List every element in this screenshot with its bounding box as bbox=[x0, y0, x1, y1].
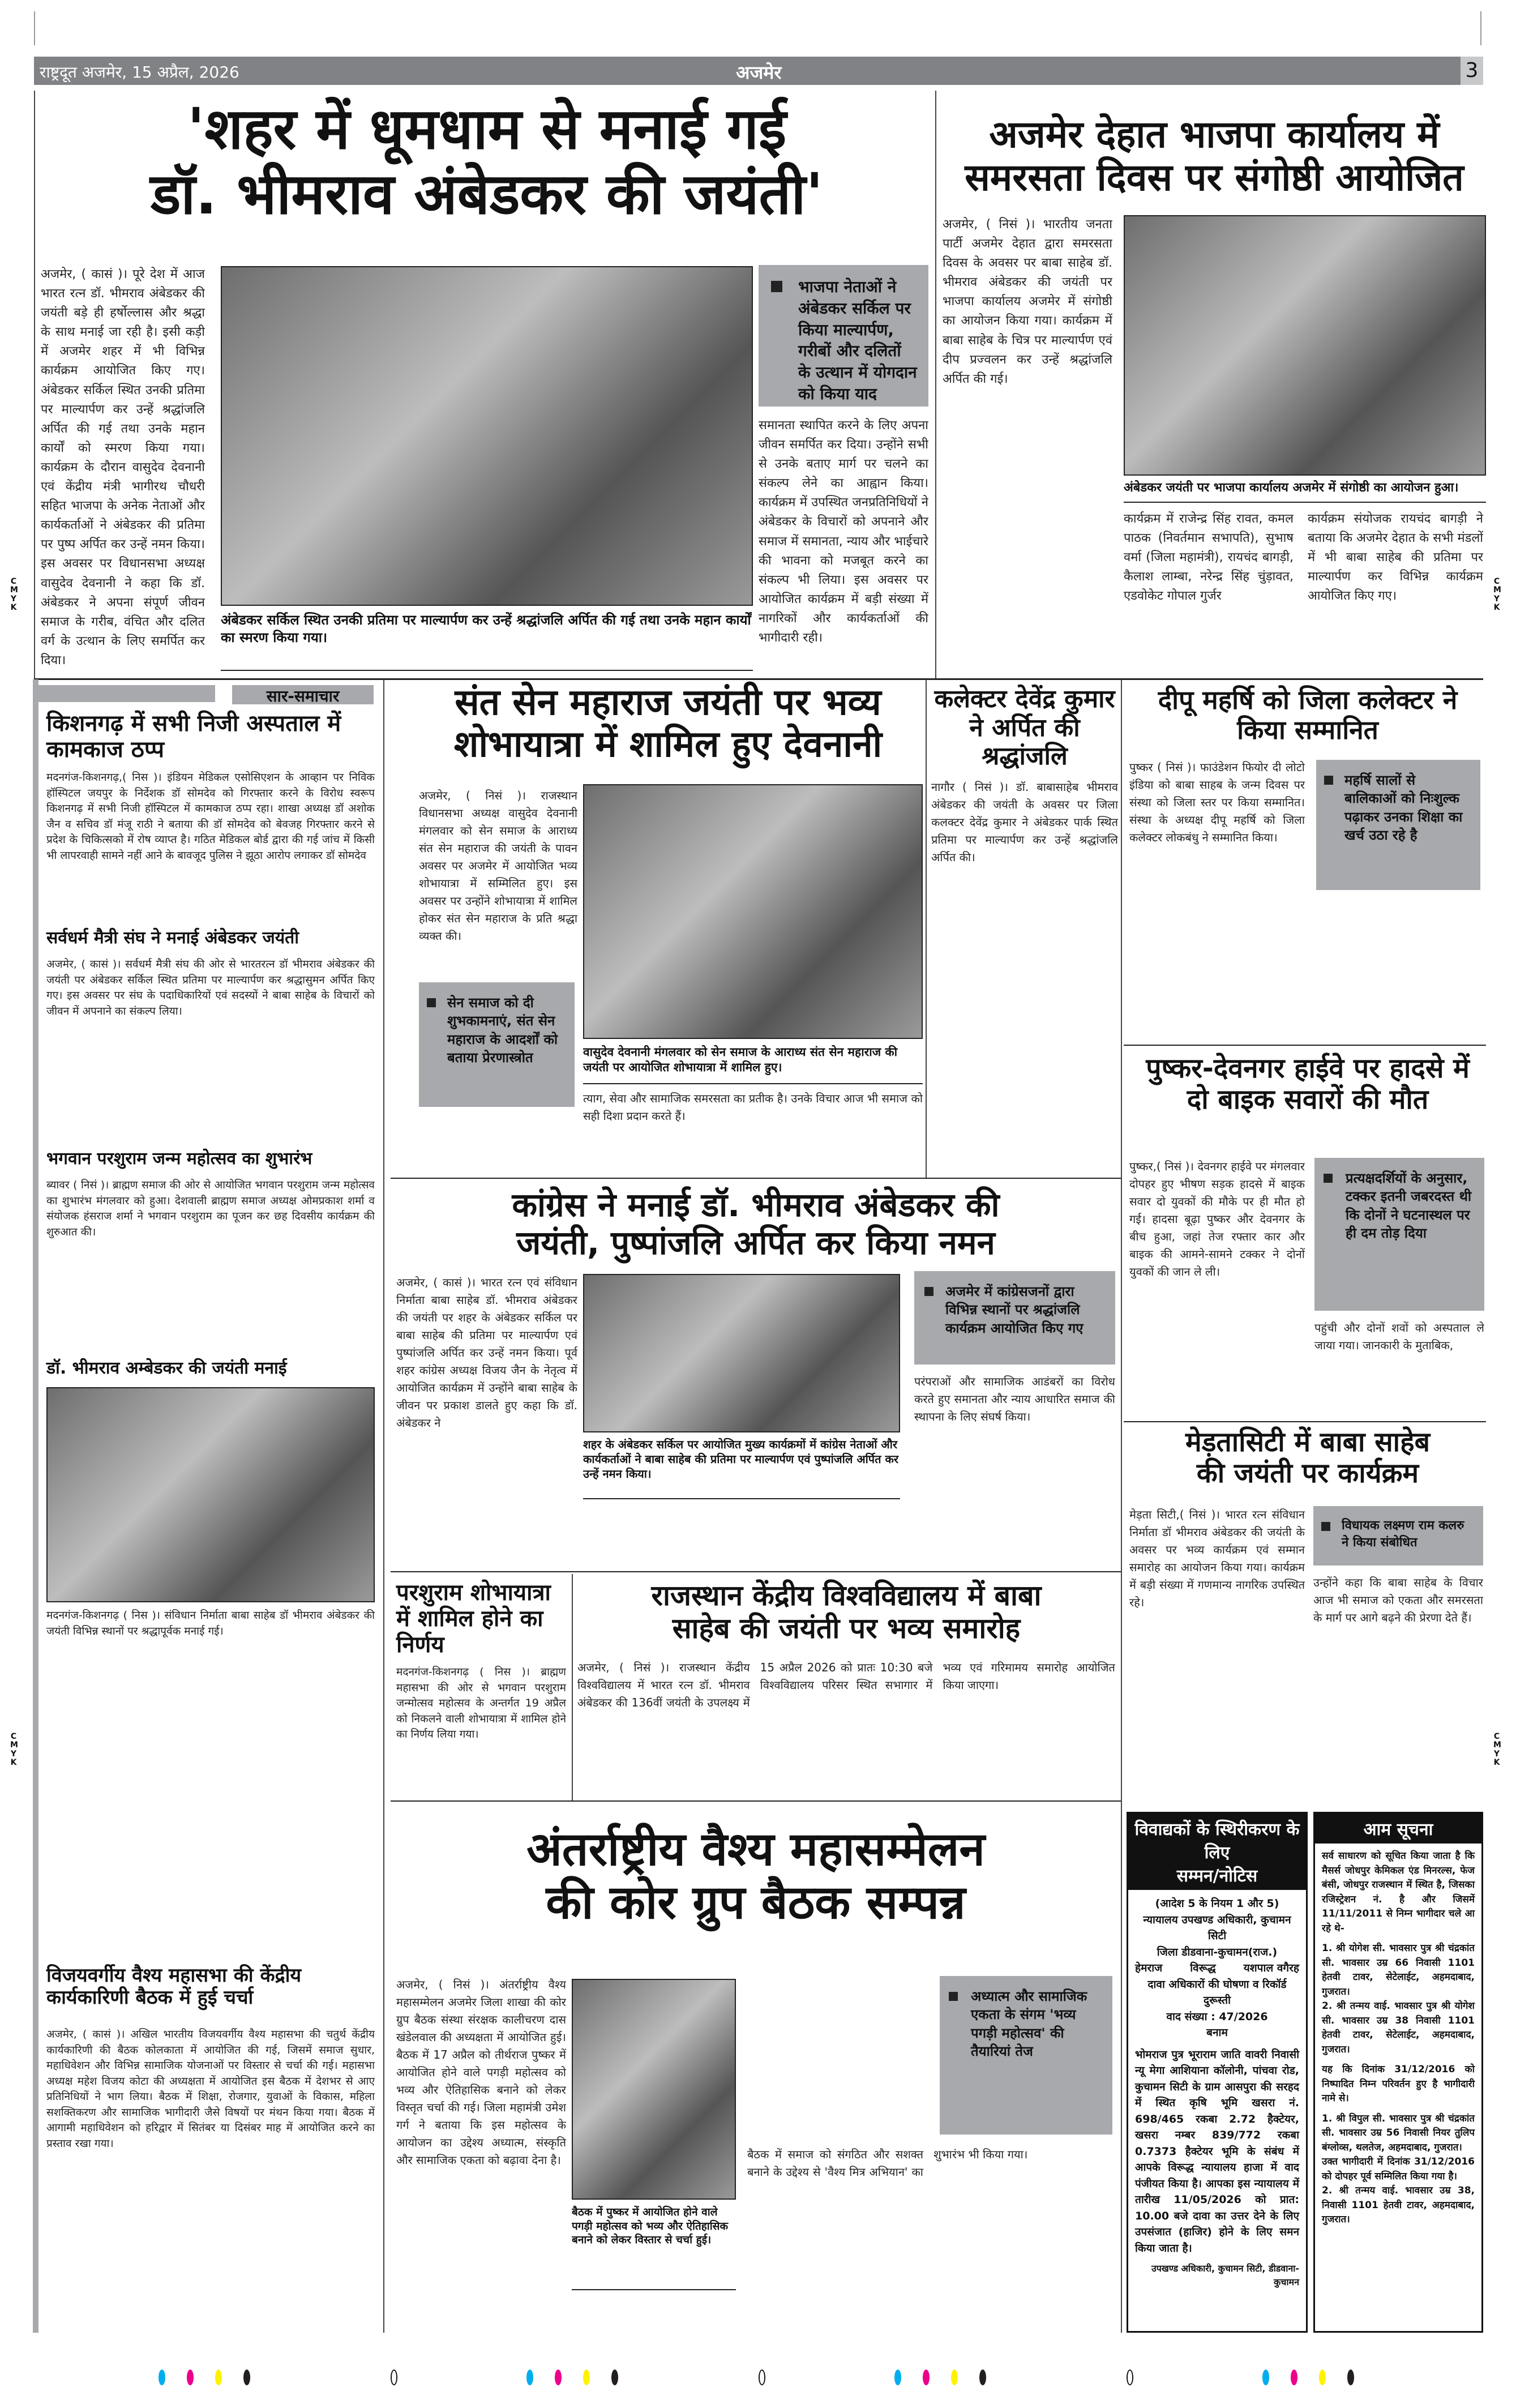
congress-headline bbox=[396, 1186, 1115, 1261]
santsen-headline-line2: शोभायात्रा में शामिल हुए देवनानी bbox=[453, 723, 883, 765]
univ-body: अजमेर, ( निसं )। राजस्थान केंद्रीय विश्वविद्यालय में भारत रत्न डॉ. भीमराव अंबेडकर की 136वीं जयंती के उपलक्ष्य में 15 अप्रैल 2026 को प्रातः 10:30 बजे विश्वविद्यालय परिसर स्थित सभागार में भव्य एवं गरिमामय समारोह आयोजित किया जाएगा। bbox=[577, 1661, 1115, 1709]
lead-body: अजमेर, ( कासं )। पूरे देश में आज भारत रत्न डॉ. भीमराव अंबेडकर की जयंती बड़े ही हर्षोल्लास और श्रद्धा के साथ मनाई जा रही है। इसी कड़ी में अजमेर शहर में भी विभिन्न कार्यक्रम आयोजित किए गए। अंबेडकर सर्किल स्थित उनकी प्रतिमा पर माल्यार्पण कर उन्हें श्रद्धांजलि अर्पित की गई तथा उनके महान कार्यों को स्मरण किया गया। कार्यक्रम के दौरान वासुदेव देवनानी एवं केंद्रीय मंत्री भागीरथ चौधरी सहित भाजपा के अनेक नेताओं और कार्यकर्ताओं ने अंबेडकर की प्रतिमा पर पुष्प अर्पित कर उन्हें नमन किया। इस अवसर पर विधानसभा अध्यक्ष वासुदेव देवनानी ने कहा कि डॉ. अंबेडकर ने अपना संपूर्ण जीवन समाज के गरीब, वंचित और दलित वर्ग के उत्थान के लिए समर्पित कर दिया। bbox=[41, 267, 205, 668]
bullet-square-icon bbox=[1324, 1174, 1333, 1183]
cmyk-registration-dot bbox=[923, 2369, 930, 2385]
madanganj-headline: डॉ. भीमराव अम्बेडकर की जयंती मनाई bbox=[46, 1358, 287, 1378]
accident-headline-line1: पुष्कर-देवनगर हाईवे पर हादसे में bbox=[1146, 1053, 1470, 1084]
registration-crosshair-icon bbox=[759, 2369, 765, 2385]
vijayvargiya-body: अजमेर, ( कासं )। अखिल भारतीय विजयवर्गीय वैश्य महासभा की चतुर्थ केंद्रीय कार्यकारिणी की बैठक कोलकाता में आयोजित की गई, जिसमें समाज सुधार, महाधिवेशन और विभिन्न सामाजिक योजनाओं पर विस्तार से चर्चा की गई। महासभा अध्यक्ष महेश विजय कोटा की अध्यक्षता में आयोजित इस बैठक में देशभर से आए प्रतिनिधियों ने भाग लिया। बैठक में शिक्षा, रोजगार, युवाओं के विकास, महिला सशक्तिकरण और सामाजिक भागीदारी जैसे विषयों पर मंथन किया गया। बैठक में आगामी महाधिवेशन को हरिद्वार में सितंबर या दिसंबर माह में आयोजित करने का प्रस्ताव रखा गया। bbox=[46, 2028, 375, 2150]
merta-body-2: उन्होंने कहा कि बाबा साहेब के विचार आज भी समाज को एकता और समरसता के मार्ग पर आगे बढ़ने की प्रेरणा देते हैं। bbox=[1313, 1576, 1483, 1624]
dehat-photo bbox=[1124, 215, 1486, 476]
accident-headline bbox=[1129, 1053, 1486, 1115]
lead-headline bbox=[40, 96, 934, 226]
lead-headline-line1: 'शहर में धूमधाम से मनाई गई bbox=[187, 96, 787, 162]
santsen-headline-line1: संत सेन महाराज जयंती पर भव्य bbox=[455, 682, 881, 724]
summons-court: न्यायालय उपखण्ड अधिकारी, कुचामन सिटी bbox=[1143, 1913, 1291, 1942]
cmyk-registration-dot bbox=[526, 2369, 533, 2385]
parshuram-headline: भगवान परशुराम जन्म महोत्सव का शुभारंभ bbox=[46, 1149, 312, 1169]
cmyk-registration-dot bbox=[215, 2369, 222, 2385]
brief-label-bar bbox=[34, 685, 215, 702]
public-notice-partners-after bbox=[1315, 2112, 1481, 2233]
divider bbox=[391, 1800, 1121, 1802]
summons-title-line1: विवाद्यकों के स्थिरीकरण के लिए bbox=[1134, 1820, 1300, 1863]
lead-body-2: समानता स्थापित करने के लिए अपना जीवन समर्पित कर दिया। उन्होंने सभी से उनके बताए मार्ग पर चलने का संकल्प लेने का आह्वान किया। कार्यक्रम में उपस्थित जनप्रतिनिधियों ने अंबेडकर के विचारों को अपनाने और समाज में समानता, न्याय और भाईचारे की भावना को मजबूत करने का संकल्प भी लिया। इस अवसर पर आयोजित कार्यक्रम में बड़ी संख्या में नागरिकों और कार्यकर्ताओं की भागीदारी रही। bbox=[759, 418, 928, 645]
vaishya-body-2: बैठक में समाज को संगठित और सशक्त बनाने के उद्देश्य से 'वैश्य मित्र अभियान' का शुभारंभ भी किया गया। bbox=[747, 2148, 1028, 2179]
registration-crosshair-icon bbox=[1127, 2369, 1133, 2385]
summons-text: भोमराज पुत्र भूराराम जाति वावरी निवासी न्यू मेगा आशियाना कॉलोनी, पांचवा रोड, कुचामन सिटी के ग्राम आसपुरा की सरहद में स्थित कृषि भूमि खसरा नं. 698/465 रकबा 2.72 हैक्टेयर, खसरा नम्बर 839/772 रकबा 0.7373 हैक्टेयर भूमि के संबंध में आपके विरूद्ध न्यायालय हाजा में वाद पंजीयत किया है। आपका इस न्यायालय में तारीख 11/05/2026 को प्रात: 10.00 बजे दावा का उत्तर देने के लिए उपसंजात (हाजिर) होने के लिए समन किया जाता है। bbox=[1135, 2048, 1299, 2255]
univ-headline bbox=[577, 1580, 1115, 1645]
summons-title-line2: सम्मन/नोटिस bbox=[1176, 1866, 1258, 1886]
registration-crosshair-icon bbox=[391, 2369, 397, 2385]
public-notice bbox=[1313, 1812, 1483, 2333]
summons-district: जिला डीडवाना-कुचामन(राज.) bbox=[1157, 1945, 1278, 1958]
collector-body: नागौर ( निसं )। डॉ. बाबासाहेब भीमराव अंबेडकर की जयंती के अवसर पर जिला कलक्टर देवेंद्र कुमार ने अंबेडकर पार्क स्थित प्रतिमा पर माल्यार्पण कर उन्हें श्रद्धांजलि अर्पित की। bbox=[931, 780, 1118, 864]
cmyk-registration-dot bbox=[979, 2369, 986, 2385]
bullet-square-icon bbox=[1324, 776, 1333, 785]
vaishya-highlight-box bbox=[940, 1976, 1112, 2135]
bullet-square-icon bbox=[427, 998, 436, 1007]
congress-photo-caption: शहर के अंबेडकर सर्किल पर आयोजित मुख्य कार्यक्रमों में कांग्रेस नेताओं और कार्यकर्ताओं ने बाबा साहेब की प्रतिमा पर माल्यार्पण एवं पुष्पांजलि अर्पित कर उन्हें नमन किया। bbox=[583, 1437, 900, 1499]
deepu-highlight-box bbox=[1316, 760, 1480, 890]
public-notice-title: आम सूचना bbox=[1315, 1814, 1481, 1844]
crop-mark-right bbox=[1480, 11, 1481, 45]
cmyk-marker-right-top: C M Y K bbox=[1493, 577, 1501, 613]
cmyk-registration-dot bbox=[951, 2369, 958, 2385]
congress-photo bbox=[583, 1274, 900, 1432]
santsen-headline bbox=[419, 682, 917, 765]
cmyk-registration-dot bbox=[187, 2369, 194, 2385]
cmyk-registration-dot bbox=[1347, 2369, 1354, 2385]
summons-plaintiff: हेमराज bbox=[1135, 1962, 1163, 1974]
univ-headline-line2: साहेब की जयंती पर भव्य समारोह bbox=[672, 1611, 1021, 1645]
cmyk-registration-dot bbox=[243, 2369, 250, 2385]
sarvdharm-headline: सर्वधर्म मैत्री संघ ने मनाई अंबेडकर जयंती bbox=[46, 928, 299, 948]
deepu-body: पुष्कर ( निसं )। फाउंडेशन फियोर दी लोटो इंडिया को बाबा साहब के जन्म दिवस पर संस्था को जिला स्तर पर किया सम्मानित। संस्था के अध्यक्ष दीपू महर्षि को जिला कलेक्टर लोकबंधु ने सम्मानित किया। bbox=[1129, 760, 1305, 844]
divider bbox=[1124, 1045, 1486, 1046]
santsen-photo-caption: वासुदेव देवनानी मंगलवार को सेन समाज के आराध्य संत सेन महाराज की जयंती पर आयोजित शोभायात्रा में शामिल हुए। bbox=[583, 1045, 923, 1084]
madanganj-body: मदनगंज-किशनगढ़ ( निस )। संविधान निर्माता बाबा साहेब डॉ भीमराव अंबेडकर की जयंती विभिन्न स्थानों पर श्रद्धापूर्वक मनाई गई। bbox=[46, 1609, 375, 1637]
divider bbox=[391, 1571, 1121, 1572]
partner-item: 2. श्री तन्मय वाई. भावसार पुत्र श्री योगेश सी. भावसार उम्र 38 निवासी 1101 हेतवी टावर, सेटेलाईट, अहमदाबाद, गुजरात। bbox=[1322, 2000, 1475, 2055]
column-rule bbox=[935, 91, 936, 679]
lead-headline-line2: डॉ. भीमराव अंबेडकर की जयंती' bbox=[150, 161, 824, 227]
divider bbox=[391, 1178, 1121, 1179]
parshuram-body: ब्यावर ( निसं )। ब्राह्मण समाज की ओर से आयोजित भगवान परशुराम जन्म महोत्सव का शुभारंभ मंगलवार को हुआ। देशवाली ब्राह्मण समाज अध्यक्ष ओमप्रकाश शर्मा व संयोजक हंसराज शर्मा ने भगवान परशुराम का पूजन कर छह दिवसीय कार्यक्रम की शुरुआत की। bbox=[46, 1179, 375, 1238]
lead-highlight-box bbox=[759, 265, 928, 407]
crop-mark-left bbox=[34, 11, 35, 45]
kishangarh-body: मदनगंज-किशनगढ़,( निस )। इंडियन मेडिकल एसोसिएशन के आव्हान पर निविक हॉस्पिटल जयपुर के निर्देशक डॉ सोमदेव को गिरफ्तार करने के विरोध स्वरूप किशनगढ़ में सभी निजी हॉस्पिटल में कामकाज ठप्प रहा। शाखा अध्यक्ष डॉ अशोक जैन व सचिव डॉ मंजू राठी ने बताया की डॉ सोमदेव को बेवजह गिरफ्तार करने से प्रदेश के चिकित्सको में रोष व्याप्त है। गठित मेडिकल बोर्ड द्वारा की गई जांच में किसी भी लापरवाही सामने नहीं आने के बावजूद पुलिस ने झूठा आरोप लगाकर डॉ सोमदेव bbox=[46, 771, 375, 862]
vaishya-headline-line2: की कोर ग्रुप बैठक सम्पन्न bbox=[546, 1876, 966, 1930]
public-notice-intro: सर्व साधारण को सूचित किया जाता है कि मैसर्स जोधपुर केमिकल एंड मिनरल्स, फेज बंसी, जोधपुर राजस्थान में स्थित है, जिसका रजिस्ट्रेशन नं. है और जिसमें 11/11/2011 से निम्न भागीदार चले आ रहे थे- bbox=[1322, 1850, 1475, 1934]
santsen-body-2: त्याग, सेवा और सामाजिक समरसता का प्रतीक है। उनके विचार आज भी समाज को सही दिशा प्रदान करते हैं। bbox=[583, 1092, 923, 1123]
public-notice-change: यह कि दिनांक 31/12/2016 को निष्पादित निम्न परिवर्तन हुए है भागीदारी नामे से। bbox=[1322, 2064, 1475, 2104]
summons-title bbox=[1128, 1814, 1306, 1890]
merta-headline-line1: मेड़तासिटी में बाबा साहेब bbox=[1185, 1426, 1430, 1458]
brief-column-bar bbox=[33, 679, 38, 2333]
congress-headline-line2: जयंती, पुष्पांजलि अर्पित कर किया नमन bbox=[516, 1223, 995, 1262]
bullet-square-icon bbox=[924, 1287, 933, 1296]
bullet-square-icon bbox=[949, 1992, 958, 2001]
summons-banam: बनाम bbox=[1206, 2026, 1228, 2039]
vaishya-photo-caption: बैठक में पुष्कर में आयोजित होने वाले पगड़ी महोत्सव को भव्य और ऐतिहासिक बनाने को लेकर विस्तार से चर्चा हुई। bbox=[572, 2205, 736, 2290]
summons-header bbox=[1128, 1890, 1306, 2047]
summons-order: (आदेश 5 के नियम 1 और 5) bbox=[1155, 1897, 1279, 1910]
vaishya-photo bbox=[572, 1979, 736, 2200]
cmyk-registration-dot bbox=[894, 2369, 901, 2385]
sarvdharm-body: अजमेर, ( कासं )। सर्वधर्म मैत्री संघ की ओर से भारतरत्न डॉ भीमराव अंबेडकर की जयंती पर अंबेडकर सर्किल स्थित प्रतिमा पर माल्यार्पण कर श्रद्धासुमन अर्पित किए गए। इस अवसर पर संघ के पदाधिकारियों एवं सदस्यों ने बाबा साहेब के विचारों को जीवन में अपनाने का संकल्प लिया। bbox=[46, 958, 375, 1017]
summons-parties bbox=[1135, 1960, 1299, 1977]
vaishya-headline bbox=[396, 1823, 1115, 1930]
summons-case-no: वाद संख्या : 47/2026 bbox=[1166, 2010, 1268, 2023]
congress-headline-line1: कांग्रेस ने मनाई डॉ. भीमराव अंबेडकर की bbox=[512, 1186, 1000, 1224]
partner-item: 1. श्री विपुल सी. भावसार पुत्र श्री चंद्रकांत सी. भावसार उम्र 56 निवासी नियर तुलिप बंग्लोव्स, थलतेज, अहमदाबाद, गुजरात। bbox=[1322, 2112, 1475, 2153]
vaishya-body: अजमेर, ( निसं )। अंतर्राष्ट्रीय वैश्य महासम्मेलन अजमेर जिला शाखा की कोर ग्रुप बैठक संस्था संरक्षक कालीचरण दास खंडेलवाल की अध्यक्षता में आयोजित हुई। बैठक में 17 अप्रैल को तीर्थराज पुष्कर में आयोजित होने वाले पगड़ी महोत्सव को भव्य और ऐतिहासिक बनाने को लेकर विस्तृत चर्चा की गई। जिला महामंत्री उमेश गर्ग ने बताया कि इस महोत्सव के आयोजन का उद्देश्य अध्यात्म, संस्कृति और सामाजिक एकता को बढ़ावा देना है। bbox=[396, 1978, 566, 2167]
deepu-highlight-text: महर्षि सालों से बालिकाओं को निःशुल्क पढ़ाकर उनका शिक्षा का खर्च उठा रहे है bbox=[1344, 772, 1463, 844]
cmyk-registration-dot bbox=[611, 2369, 618, 2385]
partner-item: 2. श्री तन्मय वाई. भावसार उम्र 38, निवासी 1101 हेतवी टावर, अहमदाबाद, गुजरात। bbox=[1322, 2185, 1475, 2225]
partner-item: उक्त भागीदारी में दिनांक 31/12/2016 को दोपहर पूर्व सम्मिलित किया गया है। bbox=[1322, 2156, 1475, 2182]
summons-subject: दावा अधिकारों की घोषणा व रिकॉर्ड दुरूस्ती bbox=[1147, 1978, 1287, 2007]
univ-headline-line1: राजस्थान केंद्रीय विश्वविद्यालय में बाबा bbox=[651, 1579, 1042, 1612]
dehat-headline bbox=[943, 113, 1486, 199]
masthead-bar bbox=[34, 57, 1461, 85]
public-notice-partners-before bbox=[1315, 1941, 1481, 2063]
cmyk-registration-dot bbox=[555, 2369, 562, 2385]
cmyk-registration-dot bbox=[159, 2369, 165, 2385]
congress-highlight-text: अजमेर में कांग्रेसजनों द्वारा विभिन्न स्थानों पर श्रद्धांजलि कार्यक्रम आयोजित किए गए bbox=[945, 1284, 1084, 1336]
shobhayatra-headline: परशुराम शोभायात्रा में शामिल होने का निर्णय bbox=[396, 1580, 551, 1658]
madanganj-photo bbox=[46, 1387, 375, 1602]
santsen-highlight-box bbox=[419, 982, 575, 1107]
cmyk-marker-left-bottom: C M Y K bbox=[10, 1732, 18, 1768]
merta-highlight-text: विधायक लक्ष्मण राम कलरु ने किया संबोधित bbox=[1342, 1519, 1464, 1550]
masthead-section: अजमेर bbox=[736, 62, 782, 83]
santsen-photo bbox=[583, 784, 923, 1039]
accident-body-2: पहुंची और दोनों शवों को अस्पताल ले जाया गया। जानकारी के मुताबिक, bbox=[1314, 1321, 1484, 1352]
accident-highlight-text: प्रत्यक्षदर्शियों के अनुसार, टक्कर इतनी जबरदस्त थी कि दोनों ने घटनास्थल पर ही दम तोड़ दिया bbox=[1346, 1170, 1472, 1242]
vaishya-headline-line1: अंतर्राष्ट्रीय वैश्य महासम्मेलन bbox=[526, 1823, 985, 1876]
congress-body: अजमेर, ( कासं )। भारत रत्न एवं संविधान निर्माता बाबा साहेब डॉ. भीमराव अंबेडकर की जयंती पर शहर के अंबेडकर सर्किल पर बाबा साहेब की प्रतिमा पर माल्यार्पण एवं पुष्पांजलि अर्पित कर उन्हें नमन किया। पूर्व शहर कांग्रेस अध्यक्ष विजय जैन के नेतृत्व में आयोजित कार्यक्रम में उन्होंने बाबा साहेब के जीवन पर प्रकाश डालते हुए कहा कि डॉ. अंबेडकर ने bbox=[396, 1276, 577, 1430]
vaishya-highlight-text: अध्यात्म और सामाजिक एकता के संगम 'भव्य पगड़ी महोत्सव' की तैयारियां तेज bbox=[971, 1988, 1087, 2060]
bullet-square-icon bbox=[1321, 1522, 1330, 1531]
dehat-headline-line2: समरसता दिवस पर संगोष्ठी आयोजित bbox=[965, 155, 1464, 199]
cmyk-registration-dot bbox=[1319, 2369, 1326, 2385]
summons-notice bbox=[1127, 1812, 1308, 2333]
cmyk-marker-right-bottom: C M Y K bbox=[1493, 1732, 1501, 1768]
santsen-body: अजमेर, ( निसं )। राजस्थान विधानसभा अध्यक्ष वासुदेव देवनानी मंगलवार को सेन समाज के आराध्य संत सेन महाराज की जयंती के पावन अवसर पर अजमेर में आयोजित भव्य शोभायात्रा में सम्मिलित हुए। इस अवसर पर उन्होंने शोभायात्रा में शामिल होकर संत सेन महाराज के प्रति श्रद्धा व्यक्त की। bbox=[419, 789, 577, 943]
bullet-square-icon bbox=[771, 281, 782, 292]
divider bbox=[1124, 1421, 1486, 1422]
brief-section-label: सार-समाचार bbox=[232, 685, 374, 704]
partner-item: 1. श्री योगेश सी. भावसार पुत्र श्री चंद्रकांत सी. भावसार उम्र 66 निवासी 1101 हेतवी टावर, सेटेलाईट, अहमदाबाद, गुजरात। bbox=[1322, 1943, 1475, 1998]
cmyk-marker-left-top: C M Y K bbox=[10, 577, 18, 613]
cmyk-registration-dot bbox=[1262, 2369, 1269, 2385]
merta-headline bbox=[1129, 1427, 1486, 1489]
accident-headline-line2: दो बाइक सवारों की मौत bbox=[1187, 1084, 1429, 1116]
kishangarh-headline: किशनगढ़ में सभी निजी अस्पताल में कामकाज ठप्प bbox=[46, 711, 341, 763]
merta-headline-line2: की जयंती पर कार्यक्रम bbox=[1196, 1457, 1419, 1490]
cmyk-registration-dot bbox=[1291, 2369, 1297, 2385]
congress-body-2: परंपराओं और सामाजिक आडंबरों का विरोध करते हुए समानता और न्याय आधारित समाज की स्थापना के लिए संघर्ष किया। bbox=[914, 1375, 1115, 1423]
masthead-date: राष्ट्रदूत अजमेर, 15 अप्रैल, 2026 bbox=[40, 63, 239, 82]
section-divider bbox=[34, 678, 1483, 680]
dehat-headline-line1: अजमेर देहात भाजपा कार्यालय में bbox=[989, 113, 1440, 156]
merta-highlight-box bbox=[1313, 1506, 1483, 1566]
summons-defendant: यशपाल वगैरह bbox=[1243, 1962, 1299, 1974]
deepu-headline: दीपू महर्षि को जिला कलेक्टर ने किया सम्मानित bbox=[1158, 685, 1458, 745]
collector-headline: कलेक्टर देवेंद्र कुमार ने अर्पित की श्रद्धांजलि bbox=[934, 685, 1115, 771]
dehat-body-2: कार्यक्रम में राजेन्द्र सिंह रावत, कमल पाठक (निवर्तमान सभापति), सुभाष वर्मा (जिला महामंत्री), रायचंद बागड़ी, कैलाश लाम्बा, नरेन्द्र सिंह चुंड़ावत, एडवोकेट गोपाल गुर्जर bbox=[1124, 512, 1294, 604]
dehat-photo-caption: अंबेडकर जयंती पर भाजपा कार्यालय अजमेर में संगोष्ठी का आयोजन हुआ। bbox=[1124, 480, 1486, 503]
vijayvargiya-headline: विजयवर्गीय वैश्य महासभा की केंद्रीय कार्यकारिणी बैठक में हुई चर्चा bbox=[46, 1964, 302, 2009]
santsen-highlight-text: सेन समाज को दी शुभकामनाएं, संत सेन महाराज के आदर्शों को बताया प्रेरणास्त्रोत bbox=[447, 995, 558, 1066]
congress-highlight-box bbox=[914, 1271, 1115, 1365]
column-rule bbox=[383, 679, 384, 2333]
cmyk-registration-dot bbox=[583, 2369, 590, 2385]
summons-versus: विरूद्ध bbox=[1190, 1962, 1216, 1974]
column-rule bbox=[1121, 679, 1122, 2333]
dehat-body-3: कार्यक्रम संयोजक रायचंद बागड़ी ने बताया कि अजमेर देहात के सभी मंडलों में भी बाबा साहेब की प्रतिमा पर माल्यार्पण कर विभिन्न कार्यक्रम आयोजित किए गए। bbox=[1308, 512, 1483, 604]
merta-body: मेड़ता सिटी,( निसं )। भारत रत्न संविधान निर्माता डॉ भीमराव अंबेडकर की जयंती के अवसर पर भव्य कार्यक्रम एवं सम्मान समारोह का आयोजन किया गया। कार्यक्रम में बड़ी संख्या में गणमान्य नागरिक उपस्थित रहे। bbox=[1129, 1508, 1305, 1609]
lead-highlight-text: भाजपा नेताओं ने अंबेडकर सर्किल पर किया माल्यार्पण, गरीबों और दलितों के उत्थान में योगदान को किया याद bbox=[798, 277, 917, 403]
column-rule bbox=[926, 679, 927, 1178]
accident-body: पुष्कर,( निसं )। देवनगर हाईवे पर मंगलवार दोपहर हुए भीषण सड़क हादसे में बाइक सवार दो युवकों की मौके पर ही मौत हो गई। हादसा बूढ़ा पुष्कर और देवनगर के बीच हुआ, जहां तेज रफ्तार कार और बाइक की आमने-सामने टक्कर ने दोनों युवकों की जान ले ली। bbox=[1129, 1160, 1305, 1278]
summons-signature: उपखण्ड अधिकारी, कुचामन सिटी, डीडवाना-कुचामन bbox=[1151, 2263, 1299, 2287]
lead-photo-caption: अंबेडकर सर्किल स्थित उनकी प्रतिमा पर माल्यार्पण कर उन्हें श्रद्धांजलि अर्पित की गई तथा उनके महान कार्यों का स्मरण किया गया। bbox=[221, 611, 753, 671]
lead-photo bbox=[221, 266, 753, 606]
shobhayatra-body: मदनगंज-किशनगढ़ ( निस )। ब्राह्मण महासभा की ओर से भगवान परशुराम जन्मोत्सव महोत्सव के अन्तर्गत 19 अप्रैल को निकलने वाली शोभायात्रा में शामिल होने का निर्णय लिया गया। bbox=[396, 1666, 566, 1741]
dehat-body: अजमेर, ( निसं )। भारतीय जनता पार्टी अजमेर देहात द्वारा समरसता दिवस के अवसर पर बाबा साहेब डॉ. भीमराव अंबेडकर की जयंती पर भाजपा कार्यालय अजमेर में संगोष्ठी का आयोजन किया गया। कार्यक्रम में बाबा साहेब के चित्र पर माल्यार्पण एवं दीप प्रज्वलन कर उन्हें श्रद्धांजलि अर्पित की गई। bbox=[943, 217, 1112, 386]
column-rule bbox=[572, 1574, 573, 1800]
accident-highlight-box bbox=[1314, 1158, 1484, 1311]
page-number: 3 bbox=[1461, 57, 1483, 85]
